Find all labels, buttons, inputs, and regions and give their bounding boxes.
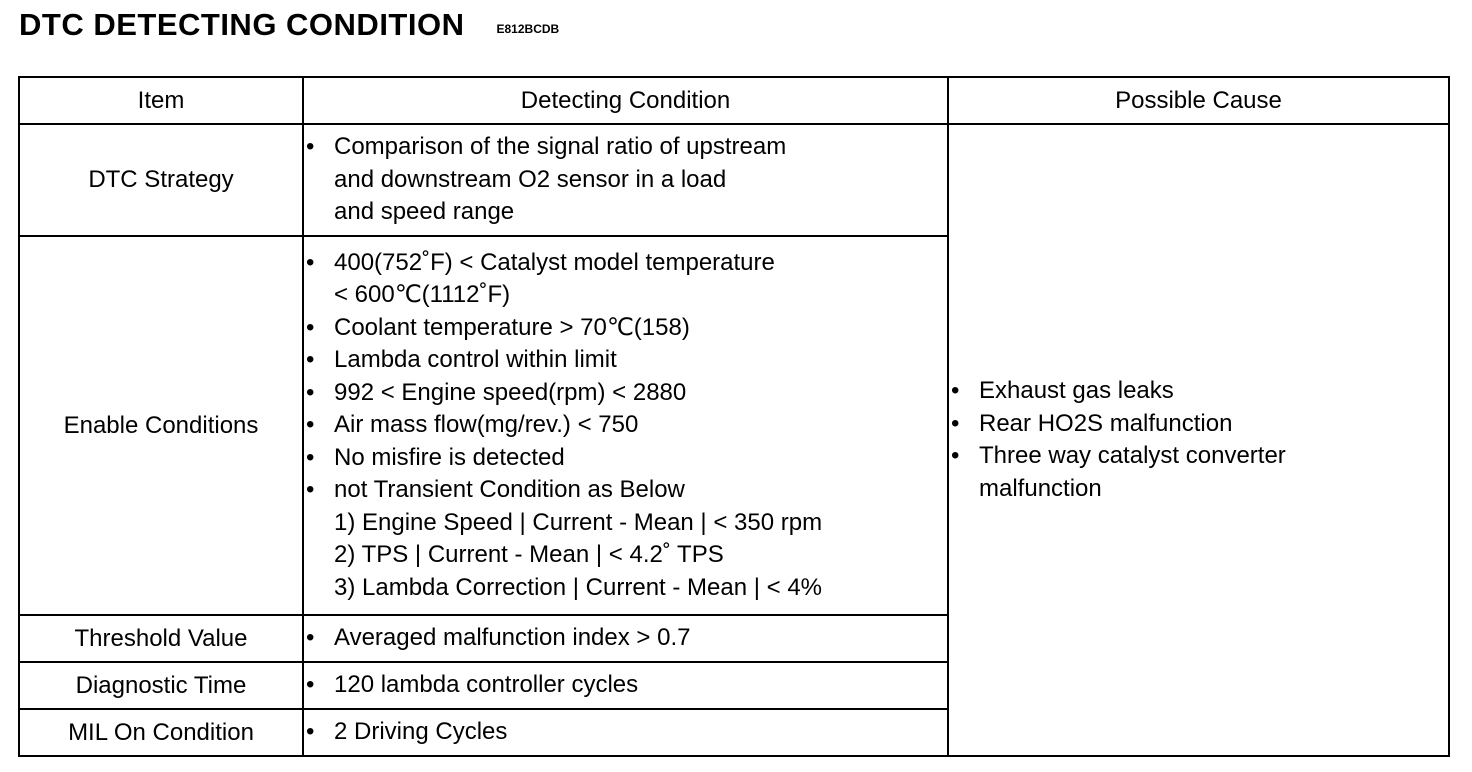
enable-coolant-temperature: • Coolant temperature > 70℃(158): [304, 312, 947, 345]
strategy-line-2: and downstream O2 sensor in a load: [334, 165, 727, 193]
enable-engine-speed: • 992 < Engine speed(rpm) < 2880: [304, 377, 947, 410]
cause-catalyst-line-1: • Three way catalyst converter: [979, 442, 1286, 469]
strategy-bullet: [304, 131, 947, 229]
page-title: DTC DETECTING CONDITION: [19, 7, 465, 42]
row-dtc-strategy: [19, 124, 1449, 236]
header-detecting-condition: Detecting Condition: [303, 77, 948, 124]
enable-not-transient: [304, 474, 947, 604]
cause-exhaust-gas-leaks: • Exhaust gas leaks: [949, 375, 1448, 408]
threshold-bullet: • Averaged malfunction index > 0.7: [304, 622, 947, 655]
possible-cause-cell: [948, 124, 1449, 756]
enable-c1-line-1: • 400(752˚F) < Catalyst model temperature: [334, 248, 775, 276]
enable-no-misfire: • No misfire is detected: [304, 442, 947, 475]
strategy-line-1: • Comparison of the signal ratio of upstream: [334, 133, 787, 161]
item-mil-on-condition: MIL On Condition: [19, 709, 303, 756]
condition-mil-on-condition: [303, 709, 948, 756]
dtc-condition-table: [18, 76, 1450, 757]
header-item: Item: [19, 77, 303, 124]
page-heading: [19, 0, 559, 50]
condition-diagnostic-time: [303, 662, 948, 709]
enable-catalyst-temperature: [304, 247, 947, 312]
table-header-row: [19, 77, 1449, 124]
document-code: E812BCDB: [496, 22, 560, 36]
cause-catalyst-line-2: malfunction: [979, 474, 1102, 502]
diagnostic-bullet: • 120 lambda controller cycles: [304, 669, 947, 702]
condition-dtc-strategy: [303, 124, 948, 236]
transient-lambda-correction: 3) Lambda Correction | Current - Mean | < 4%: [334, 573, 823, 601]
item-enable-conditions: Enable Conditions: [19, 236, 303, 615]
enable-c7-line: • not Transient Condition as Below: [334, 476, 685, 504]
item-dtc-strategy: DTC Strategy: [19, 124, 303, 236]
transient-engine-speed: 1) Engine Speed | Current - Mean | < 350 rpm: [334, 508, 823, 536]
item-diagnostic-time: Diagnostic Time: [19, 662, 303, 709]
item-threshold-value: Threshold Value: [19, 615, 303, 662]
enable-air-mass-flow: • Air mass flow(mg/rev.) < 750: [304, 409, 947, 442]
cause-catalyst-converter: [949, 440, 1448, 505]
header-possible-cause: Possible Cause: [948, 77, 1449, 124]
cause-rear-ho2s: • Rear HO2S malfunction: [949, 408, 1448, 441]
mil-bullet: • 2 Driving Cycles: [304, 716, 947, 749]
enable-c1-line-2: < 600℃(1112˚F): [334, 281, 511, 309]
condition-threshold-value: [303, 615, 948, 662]
enable-lambda-control: • Lambda control within limit: [304, 344, 947, 377]
transient-tps: 2) TPS | Current - Mean | < 4.2˚ TPS: [334, 541, 724, 569]
condition-enable-conditions: [303, 236, 948, 615]
strategy-line-3: and speed range: [334, 198, 515, 226]
